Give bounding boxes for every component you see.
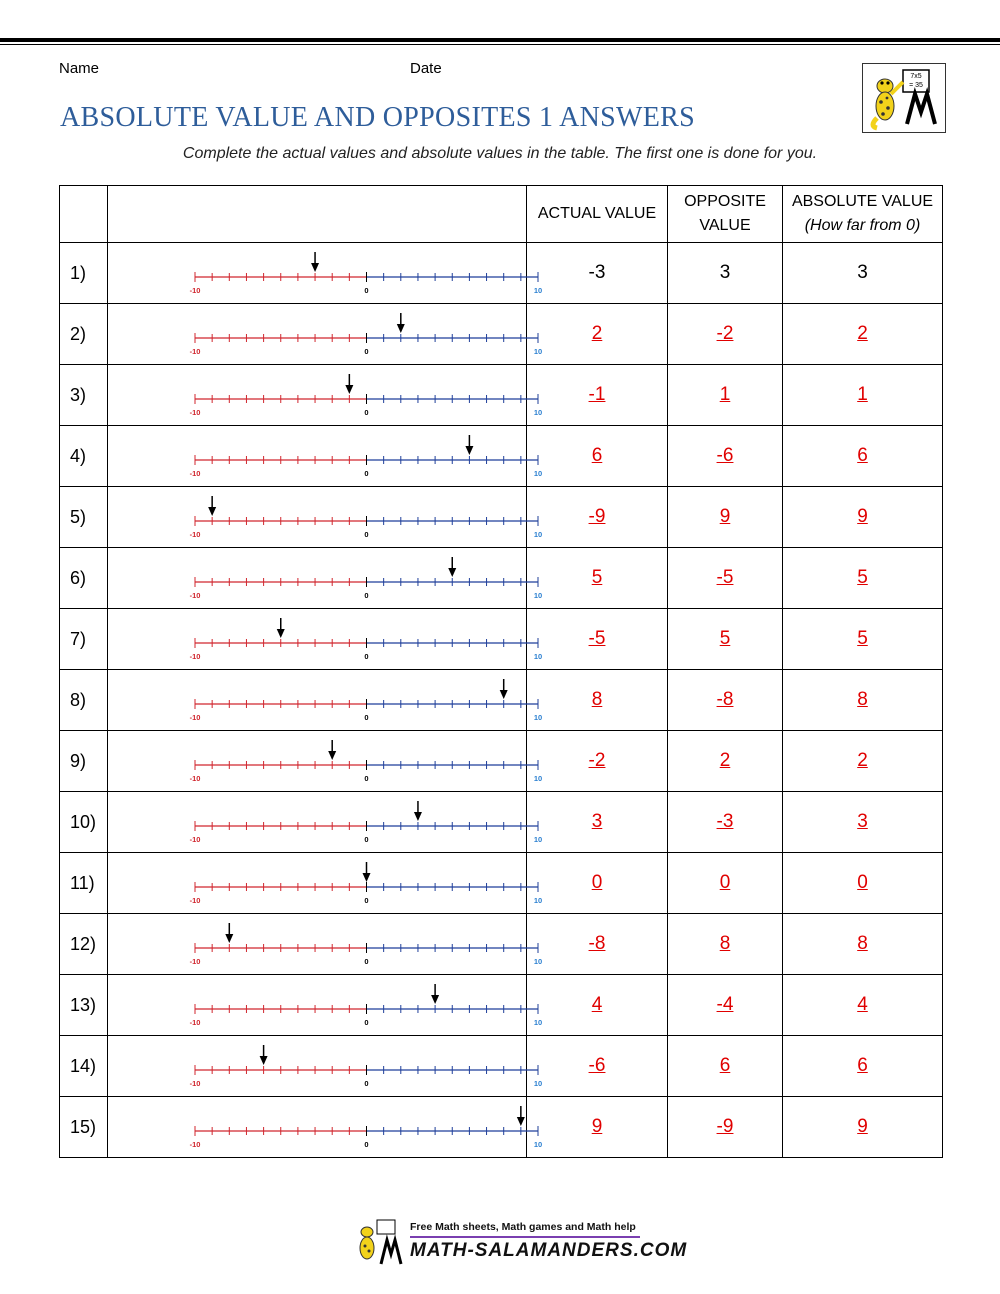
number-line	[108, 670, 543, 725]
header-absolute-line1: ABSOLUTE VALUE	[791, 193, 934, 210]
number-line	[108, 426, 543, 481]
logo-board-text-2: = 35	[909, 82, 923, 89]
marker-arrow-icon	[500, 690, 508, 699]
number-line-tick-label: 0	[364, 408, 369, 417]
opposite-value: -3	[668, 792, 783, 853]
worksheet-table	[59, 185, 943, 1158]
table-row	[60, 1097, 943, 1158]
opposite-value: 9	[668, 487, 783, 548]
marker-arrow-icon	[208, 507, 216, 516]
number-line-tick-label: 10	[533, 835, 543, 844]
number-line-cell	[108, 243, 543, 304]
salamander-logo-icon	[862, 63, 946, 133]
header-absolute-line2: (How far from 0)	[804, 217, 921, 234]
opposite-value: 1	[668, 365, 783, 426]
page-title: ABSOLUTE VALUE AND OPPOSITES 1 ANSWERS	[60, 102, 696, 133]
number-line-tick-label: 0	[364, 591, 369, 600]
number-line	[108, 975, 543, 1030]
number-line-tick-label: 0	[364, 957, 369, 966]
number-line-cell	[108, 365, 543, 426]
number-line	[108, 792, 543, 847]
number-line-tick-label: 10	[533, 408, 543, 417]
opposite-value: 0	[668, 853, 783, 914]
number-line	[108, 1097, 543, 1152]
number-line-tick-label: -10	[189, 469, 201, 478]
number-line-tick-label: -10	[189, 408, 201, 417]
question-number: 14)	[60, 1036, 108, 1097]
marker-arrow-icon	[345, 385, 353, 394]
marker-arrow-icon	[328, 751, 336, 760]
number-line-cell	[108, 487, 543, 548]
number-line-cell	[108, 609, 543, 670]
number-line-tick-label: -10	[189, 347, 201, 356]
marker-arrow-icon	[363, 873, 371, 882]
header-row	[60, 186, 943, 243]
table-row	[60, 914, 943, 975]
absolute-value: 9	[783, 487, 943, 548]
opposite-value: -4	[668, 975, 783, 1036]
actual-value: 9	[527, 1097, 668, 1158]
actual-value: 0	[527, 853, 668, 914]
number-line-tick-label: 10	[533, 591, 543, 600]
number-line-tick-label: 0	[364, 1140, 369, 1149]
header-absolute-value	[783, 186, 943, 243]
number-line	[108, 548, 543, 603]
absolute-value: 2	[783, 731, 943, 792]
absolute-value: 5	[783, 548, 943, 609]
opposite-value: 8	[668, 914, 783, 975]
absolute-value: 3	[783, 243, 943, 304]
footer-salamander-icon	[355, 1218, 407, 1266]
absolute-value: 9	[783, 1097, 943, 1158]
question-number: 12)	[60, 914, 108, 975]
number-line-tick-label: 10	[533, 347, 543, 356]
number-line-tick-label: 0	[364, 774, 369, 783]
number-line-tick-label: 10	[533, 957, 543, 966]
marker-arrow-icon	[277, 629, 285, 638]
number-line-tick-label: 10	[533, 469, 543, 478]
number-line-tick-label: -10	[189, 530, 201, 539]
number-line-tick-label: 0	[364, 713, 369, 722]
number-line-cell	[108, 426, 543, 487]
number-line	[108, 914, 543, 969]
opposite-value: 2	[668, 731, 783, 792]
number-line	[108, 243, 543, 298]
opposite-value: -6	[668, 426, 783, 487]
question-number: 7)	[60, 609, 108, 670]
opposite-value: 6	[668, 1036, 783, 1097]
absolute-value: 2	[783, 304, 943, 365]
table-row	[60, 548, 943, 609]
actual-value: -1	[527, 365, 668, 426]
header-opposite-line1: OPPOSITE	[684, 193, 766, 210]
number-line-tick-label: -10	[189, 835, 201, 844]
number-line-tick-label: 10	[533, 774, 543, 783]
number-line-tick-label: 10	[533, 1018, 543, 1027]
number-line-tick-label: -10	[189, 896, 201, 905]
number-line-cell	[108, 731, 543, 792]
actual-value: -2	[527, 731, 668, 792]
absolute-value: 6	[783, 1036, 943, 1097]
question-number: 9)	[60, 731, 108, 792]
number-line-tick-label: 10	[533, 652, 543, 661]
actual-value: 4	[527, 975, 668, 1036]
number-line-tick-label: 10	[533, 1079, 543, 1088]
opposite-value: -9	[668, 1097, 783, 1158]
absolute-value: 0	[783, 853, 943, 914]
actual-value: 5	[527, 548, 668, 609]
number-line	[108, 304, 543, 359]
number-line-tick-label: -10	[189, 286, 201, 295]
marker-arrow-icon	[414, 812, 422, 821]
marker-arrow-icon	[311, 263, 319, 272]
number-line-tick-label: -10	[189, 1079, 201, 1088]
number-line-tick-label: -10	[189, 652, 201, 661]
number-line	[108, 731, 543, 786]
question-number: 8)	[60, 670, 108, 731]
marker-arrow-icon	[517, 1117, 525, 1126]
number-line-cell	[108, 853, 543, 914]
number-line-tick-label: -10	[189, 774, 201, 783]
question-number: 6)	[60, 548, 108, 609]
absolute-value: 8	[783, 914, 943, 975]
number-line-tick-label: 10	[533, 286, 543, 295]
opposite-value: 3	[668, 243, 783, 304]
number-line-tick-label: 0	[364, 835, 369, 844]
question-number: 3)	[60, 365, 108, 426]
number-line-tick-label: -10	[189, 1140, 201, 1149]
number-line	[108, 609, 543, 664]
actual-value: -8	[527, 914, 668, 975]
number-line-cell	[108, 304, 543, 365]
number-line	[108, 853, 543, 908]
question-number: 5)	[60, 487, 108, 548]
table-row	[60, 609, 943, 670]
table-row	[60, 670, 943, 731]
actual-value: 2	[527, 304, 668, 365]
number-line	[108, 1036, 543, 1091]
table-row	[60, 792, 943, 853]
opposite-value: -8	[668, 670, 783, 731]
marker-arrow-icon	[431, 995, 439, 1004]
number-line-cell	[108, 914, 543, 975]
date-label: Date	[410, 60, 442, 77]
table-row	[60, 426, 943, 487]
footer-divider	[410, 1236, 640, 1238]
marker-arrow-icon	[448, 568, 456, 577]
absolute-value: 6	[783, 426, 943, 487]
number-line-tick-label: 10	[533, 530, 543, 539]
number-line-tick-label: 0	[364, 286, 369, 295]
footer-logo	[355, 1218, 688, 1266]
number-line	[108, 365, 543, 420]
question-number: 2)	[60, 304, 108, 365]
table-row	[60, 853, 943, 914]
actual-value: 3	[527, 792, 668, 853]
table-row	[60, 975, 943, 1036]
opposite-value: 5	[668, 609, 783, 670]
number-line-tick-label: 0	[364, 896, 369, 905]
number-line-tick-label: 10	[533, 1140, 543, 1149]
footer-site-name: MATH-SALAMANDERS.COM	[410, 1240, 688, 1261]
number-line-cell	[108, 792, 543, 853]
number-line-tick-label: -10	[189, 591, 201, 600]
top-rule-thin	[0, 44, 1000, 45]
header-numberline-cell	[108, 186, 527, 243]
footer-tagline: Free Math sheets, Math games and Math help	[410, 1221, 636, 1233]
marker-arrow-icon	[397, 324, 405, 333]
table-row	[60, 487, 943, 548]
actual-value: -5	[527, 609, 668, 670]
actual-value: -9	[527, 487, 668, 548]
number-line-tick-label: 0	[364, 1079, 369, 1088]
number-line-tick-label: 0	[364, 530, 369, 539]
absolute-value: 1	[783, 365, 943, 426]
number-line	[108, 487, 543, 542]
marker-arrow-icon	[260, 1056, 268, 1065]
number-line-cell	[108, 548, 543, 609]
marker-arrow-icon	[465, 446, 473, 455]
number-line-tick-label: -10	[189, 713, 201, 722]
table-row	[60, 365, 943, 426]
name-label: Name	[59, 60, 100, 77]
table-row	[60, 731, 943, 792]
opposite-value: -5	[668, 548, 783, 609]
marker-arrow-icon	[225, 934, 233, 943]
logo-board-text-1: 7x5	[910, 73, 922, 80]
number-line-tick-label: 0	[364, 469, 369, 478]
table-row	[60, 243, 943, 304]
question-number: 15)	[60, 1097, 108, 1158]
actual-value: 8	[527, 670, 668, 731]
opposite-value: -2	[668, 304, 783, 365]
table-row	[60, 304, 943, 365]
number-line-tick-label: 0	[364, 347, 369, 356]
question-number: 1)	[60, 243, 108, 304]
actual-value: -6	[527, 1036, 668, 1097]
number-line-tick-label: -10	[189, 1018, 201, 1027]
number-line-tick-label: 0	[364, 652, 369, 661]
question-number: 4)	[60, 426, 108, 487]
instructions: Complete the actual values and absolute values in the table. The first one is done for you.	[182, 145, 818, 162]
absolute-value: 5	[783, 609, 943, 670]
header-actual-value: ACTUAL VALUE	[527, 186, 668, 243]
number-line-tick-label: 10	[533, 713, 543, 722]
absolute-value: 4	[783, 975, 943, 1036]
header-opposite-value	[668, 186, 783, 243]
actual-value: 6	[527, 426, 668, 487]
number-line-tick-label: 10	[533, 896, 543, 905]
question-number: 13)	[60, 975, 108, 1036]
header-opposite-line2: VALUE	[699, 217, 751, 234]
number-line-tick-label: 0	[364, 1018, 369, 1027]
question-number: 11)	[60, 853, 108, 914]
question-number: 10)	[60, 792, 108, 853]
actual-value: -3	[527, 243, 668, 304]
number-line-tick-label: -10	[189, 957, 201, 966]
number-line-cell	[108, 670, 543, 731]
absolute-value: 8	[783, 670, 943, 731]
number-line-cell	[108, 1036, 543, 1097]
table-row	[60, 1036, 943, 1097]
header-number-cell	[60, 186, 108, 243]
absolute-value: 3	[783, 792, 943, 853]
number-line-cell	[108, 975, 543, 1036]
top-rule	[0, 38, 1000, 42]
number-line-cell	[108, 1097, 543, 1158]
